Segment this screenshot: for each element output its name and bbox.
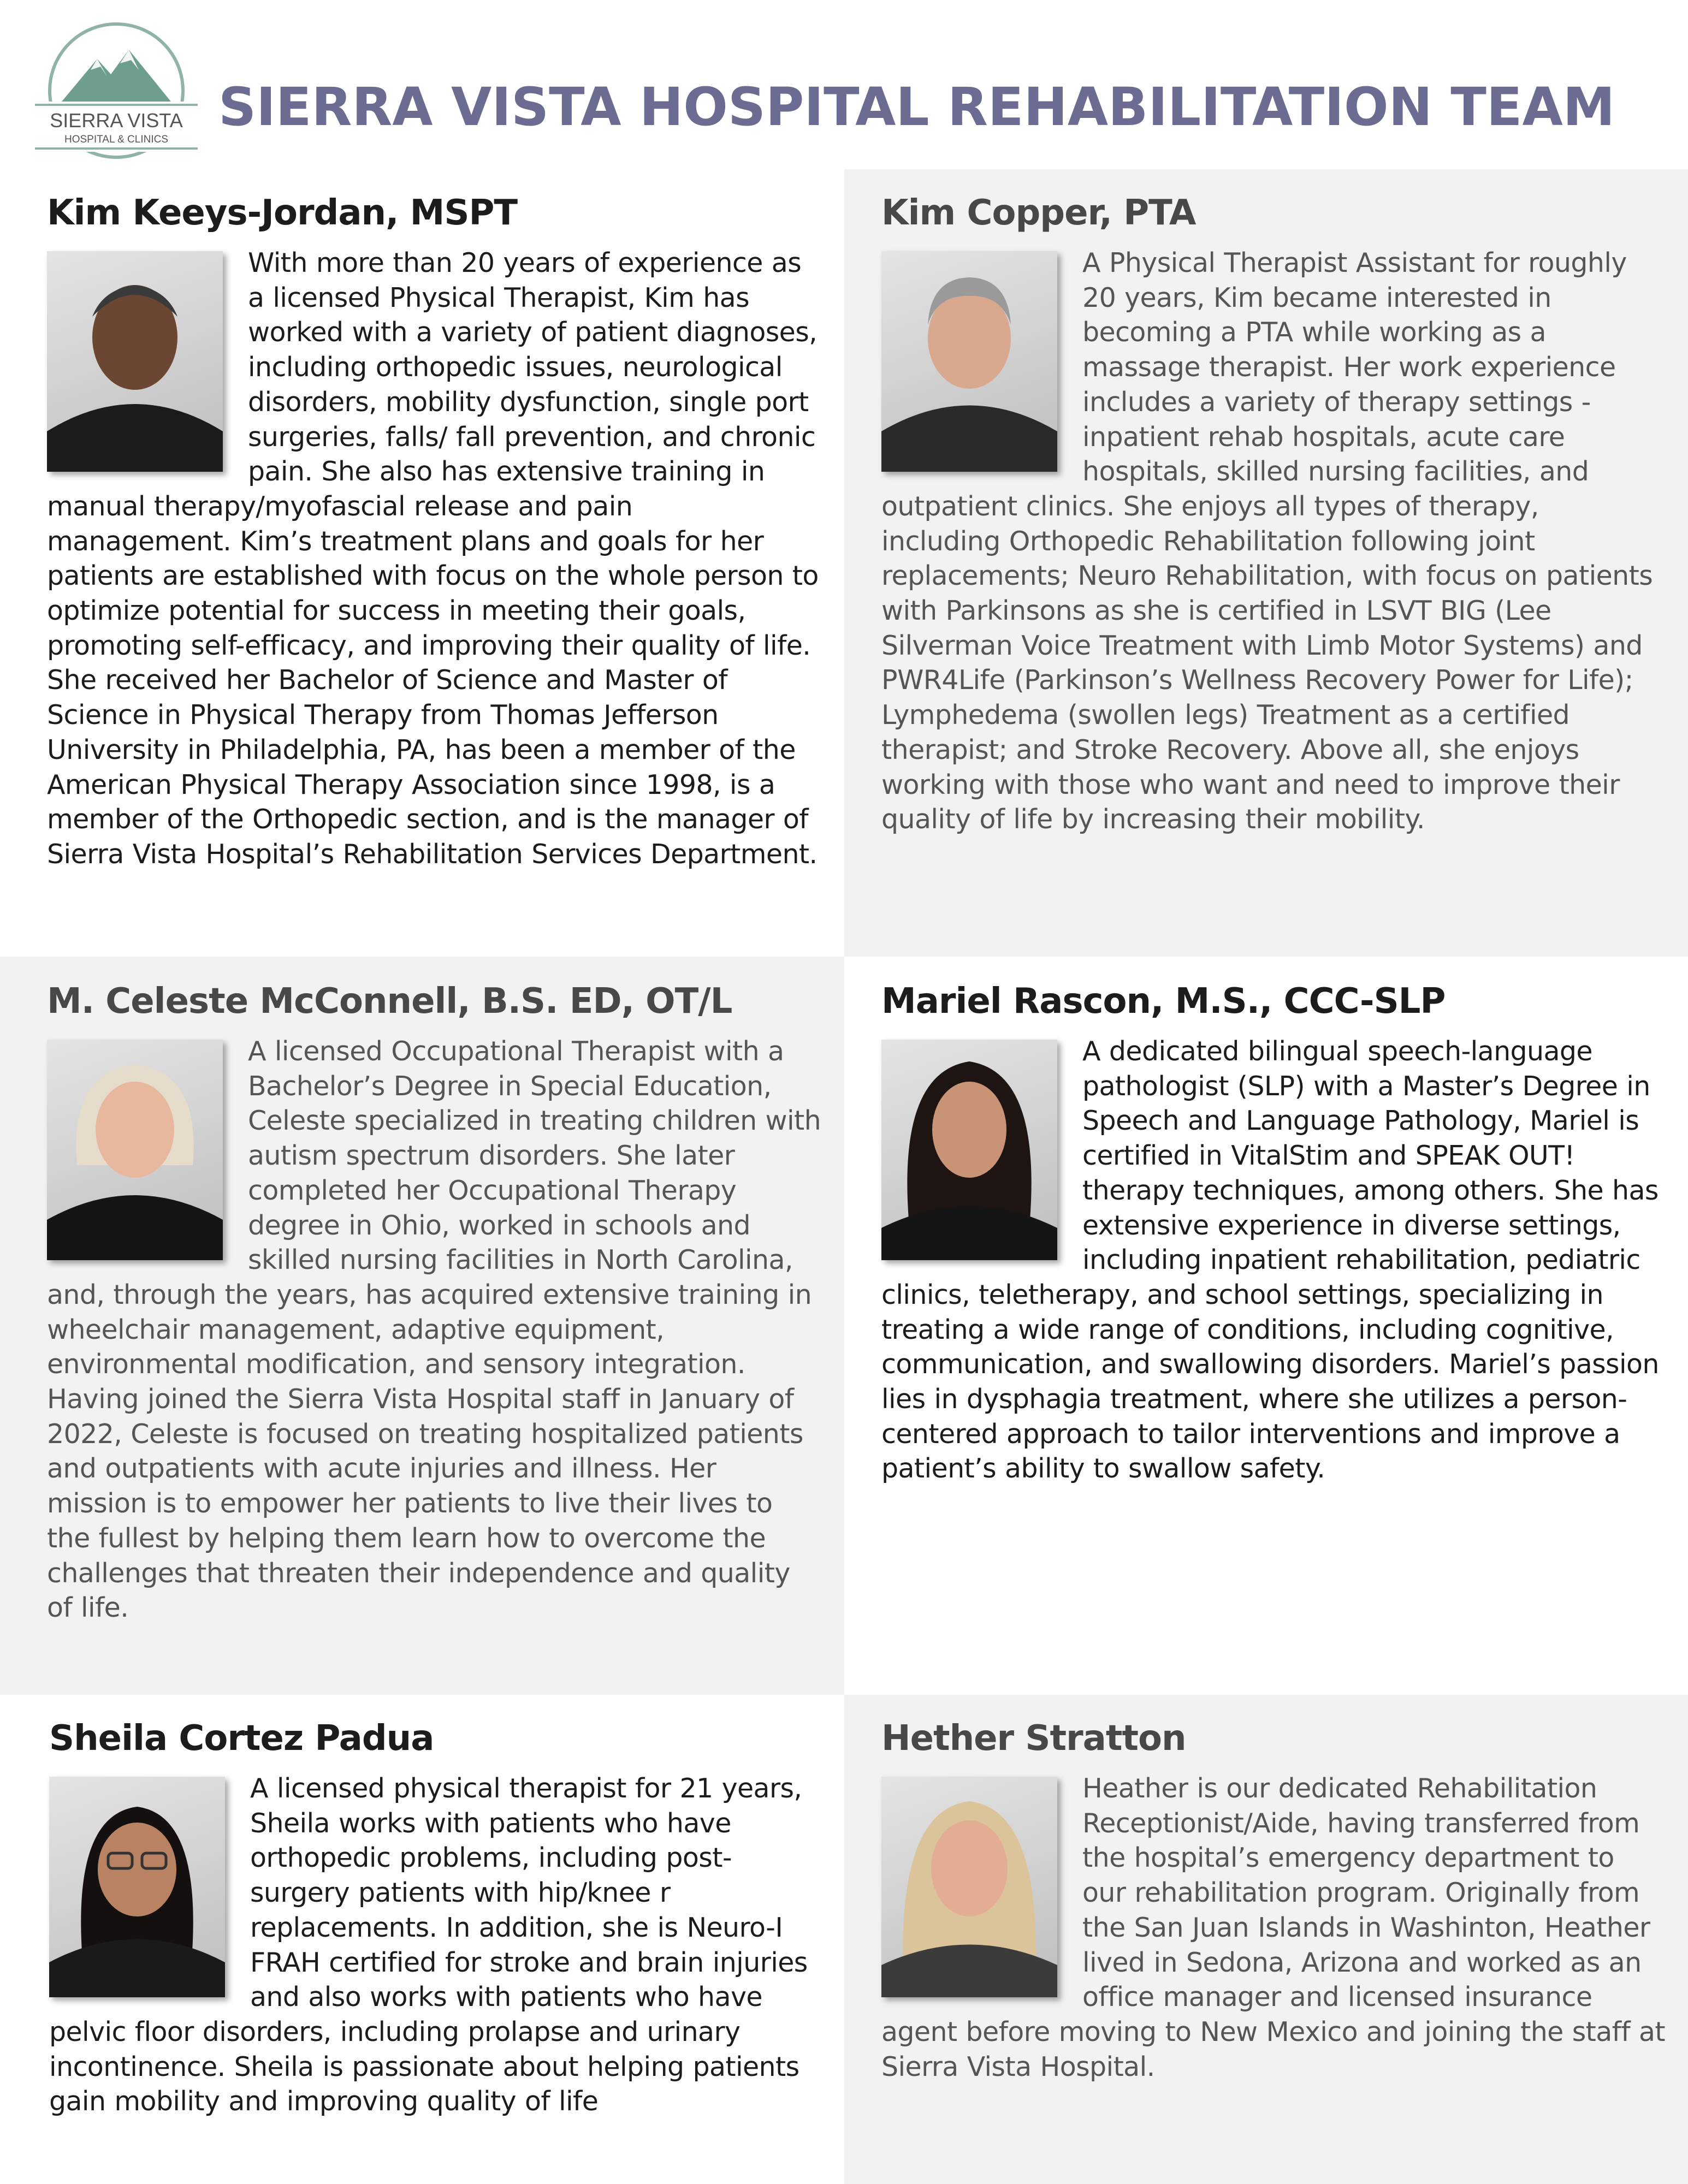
staff-name: Kim Keeys-Jordan, MSPT bbox=[47, 193, 517, 233]
team-card-sheila-cortez-padua bbox=[0, 1695, 844, 2184]
team-card-mariel-rascon bbox=[844, 957, 1688, 1695]
staff-bio: A dedicated bilingual speech-language pathologist (SLP) with a Master’s Degree in Speech and Language Pathology, Mariel is certified in VitalStim and SPEAK OUT! therapy techniques, among others. She has extensive experience in diverse settings, including inpatient rehabilitation, pediatric clinics, teletherapy, and school settings, specializing in treating a wide range of conditions, including cognitive, communication, and swallowing disorders. Mariel’s passion lies in dysphagia treatment, where she utilizes a person-centered approach to tailor interventions and improve a patient’s ability to swallow safety. bbox=[881, 1036, 1659, 1485]
staff-photo bbox=[49, 1777, 225, 1997]
hospital-logo bbox=[32, 20, 201, 167]
logo-text: SIERRA VISTA bbox=[50, 109, 183, 132]
staff-photo bbox=[47, 251, 223, 472]
logo-subtitle: HOSPITAL & CLINICS bbox=[64, 134, 169, 145]
team-card-hether-stratton bbox=[844, 1695, 1688, 2184]
staff-photo bbox=[881, 251, 1057, 472]
staff-name: Mariel Rascon, M.S., CCC-SLP bbox=[881, 981, 1446, 1022]
team-card-kim-copper bbox=[844, 169, 1688, 957]
staff-bio: Heather is our dedicated Rehabilitation Receptionist/Aide, having transferred from the hospital’s emergency department to our rehabilitation program. Originally from the San Juan Islands in Washinton, Heather lived in Sedona, Arizona and worked as an office manager and licensed insurance agent before moving to New Mexico and joining the staff at Sierra Vista Hospital. bbox=[881, 1773, 1665, 2082]
staff-photo bbox=[881, 1040, 1057, 1260]
staff-photo bbox=[881, 1777, 1057, 1997]
staff-name: M. Celeste McConnell, B.S. ED, OT/L bbox=[47, 981, 732, 1022]
staff-bio: A Physical Therapist Assistant for roughly 20 years, Kim became interested in becoming a PTA while working as a massage therapist. Her work experience includes a variety of therapy settings - inpatient rehab hospitals, acute care hospitals, skilled nursing facilities, and outpatient clinics. She enjoys all types of therapy, including Orthopedic Rehabilitation following joint replacements; Neuro Rehabilitation, with focus on patients with Parkinsons as she is certified in LSVT BIG (Lee Silverman Voice Treatment with Limb Motor Systems) and PWR4Life (Parkinson’s Wellness Recovery Power for Life); Lymphedema (swollen legs) Treatment as a certified therapist; and Stroke Recovery. Above all, she enjoys working with those who want and need to improve their quality of life by increasing their mobility. bbox=[881, 247, 1653, 835]
team-card-celeste-mcconnell bbox=[0, 957, 844, 1695]
staff-name: Kim Copper, PTA bbox=[881, 193, 1196, 233]
staff-name: Sheila Cortez Padua bbox=[49, 1718, 434, 1759]
staff-bio: With more than 20 years of experience as a licensed Physical Therapist, Kim has worked with a variety of patient diagnoses, including orthopedic issues, neurological disorders, mobility dysfunction, single port surgeries, falls/ fall prevention, and chronic pain. She also has extensive training in manual therapy/myofascial release and pain management. Kim’s treatment plans and goals for her patients are established with focus on the whole person to optimize potential for success in meeting their goals, promoting self-efficacy, and improving their quality of life. She received her Bachelor of Science and Master of Science in Physical Therapy from Thomas Jefferson University in Philadelphia, PA, has been a member of the American Physical Therapy Association since 1998, is a member of the Orthopedic section, and is the manager of Sierra Vista Hospital’s Rehabilitation Services Department. bbox=[47, 247, 819, 870]
page-header bbox=[0, 0, 1688, 169]
staff-bio: A licensed physical therapist for 21 years, Sheila works with patients who have orthopedic problems, including post-surgery patients with hip/knee r replacements. In addition, she is Neuro-I FRAH certified for stroke and brain injuries and also works with patients who have pelvic floor disorders, including prolapse and urinary incontinence. Sheila is passionate about helping patients gain mobility and improving quality of life bbox=[49, 1773, 808, 2117]
staff-name: Hether Stratton bbox=[881, 1718, 1186, 1759]
page-title: SIERRA VISTA HOSPITAL REHABILITATION TEAM bbox=[218, 76, 1615, 138]
staff-bio: A licensed Occupational Therapist with a Bachelor’s Degree in Special Education, Celeste specialized in treating children with autism spectrum disorders. She later completed her Occupational Therapy degree in Ohio, worked in schools and skilled nursing facilities in North Carolina, and, through the years, has acquired extensive training in wheelchair management, adaptive equipment, environmental modification, and sensory integration. Having joined the Sierra Vista Hospital staff in January of 2022, Celeste is focused on treating hospitalized patients and outpatients with acute injuries and illness. Her mission is to empower her patients to live their lives to the fullest by helping them learn how to overcome the challenges that threaten their independence and quality of life. bbox=[47, 1036, 821, 1624]
team-card-kim-keeys-jordan bbox=[0, 169, 844, 957]
staff-photo bbox=[47, 1040, 223, 1260]
